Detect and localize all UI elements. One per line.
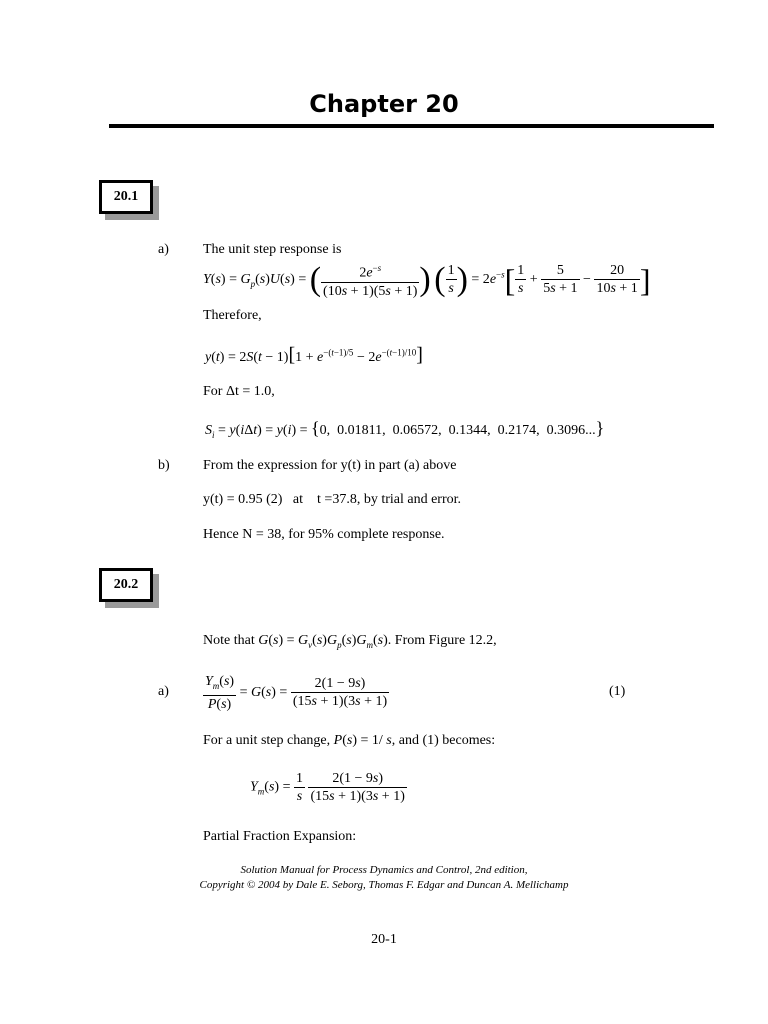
equation-yt: $y(t) = 2S(t - 1)[1 + e^{-(t-1)/5} - 2e^{-(t-1)/10}]$ — [205, 344, 423, 366]
part-b-line2: y(t) = 0.95 (2) at t =37.8, by trial and error. — [203, 492, 462, 507]
section-number-20-2: 20.2 — [99, 568, 153, 602]
delta-t-text: For Δt = 1.0, — [203, 384, 275, 399]
part-b-line1: From the expression for y(t) in part (a) above — [203, 458, 457, 473]
part-a-label-2: a) — [158, 684, 169, 699]
note-text: Note that — [203, 633, 255, 648]
page-number: 20-1 — [371, 932, 397, 947]
part-b-line3: Hence N = 38, for 95% complete response. — [203, 527, 445, 542]
note-line: Note that $G(s) = G_v(s)G_p(s)G_m(s)$. From Figure 12.2, — [203, 633, 497, 650]
part-b-label: b) — [158, 458, 170, 473]
equation-transfer-function: $\frac{Y_m(s)}{P(s)}$ = G(s) = $\frac{2(1 - 9s)}{(15s + 1)(3s + 1)}$ — [205, 674, 388, 712]
part-a-label: a) — [158, 242, 169, 257]
step-text: For a unit step change, — [203, 733, 331, 748]
therefore-text: Therefore, — [203, 308, 262, 323]
unit-step-line: For a unit step change, P(s) = 1/ s, and (1) becomes: — [203, 733, 496, 748]
equation-Ym: $Y_m(s)$ = $\frac{1}{s}$ $\frac{2(1 - 9s)}{(15s + 1)(3s + 1)}$ — [250, 771, 405, 804]
equation-number: (1) — [609, 684, 626, 699]
partial-fraction-text: Partial Fraction Expansion: — [203, 829, 357, 844]
chapter-title: Chapter 20 — [309, 90, 459, 118]
footer-line1 — [0, 863, 768, 877]
equation-Si: $S_i = y(i\Delta t) = y(i) = \{0$, 0.01811, 0.06572, 0.1344, 0.2174, 0.3096...} — [205, 418, 605, 440]
equation-Ys: $Y(s) = G_p(s)U(s)$ = ( $\frac{2e^{-s}}{(10s + 1)(5s + 1)}$ ) ( $\frac{1}{s}$ ) = $2e^{-s}$[ $\frac{1}{s}$ + $\frac{5}{5s + 1}$ − $\frac{20}{10s + 1}$ ] — [203, 260, 651, 299]
footer-line1-text: Solution Manual for Process Dynamics and Control, 2nd edition, — [240, 864, 528, 876]
unit-step-intro: The unit step response is — [203, 242, 342, 257]
title-rule — [109, 124, 714, 128]
footer-line2: Copyright © 2004 by Dale E. Seborg, Thomas F. Edgar and Duncan A. Mellichamp — [199, 879, 569, 891]
step-tail: , and (1) becomes: — [391, 733, 496, 748]
note-tail: . From Figure 12.2, — [387, 633, 497, 648]
section-number-20-1: 20.1 — [99, 180, 153, 214]
